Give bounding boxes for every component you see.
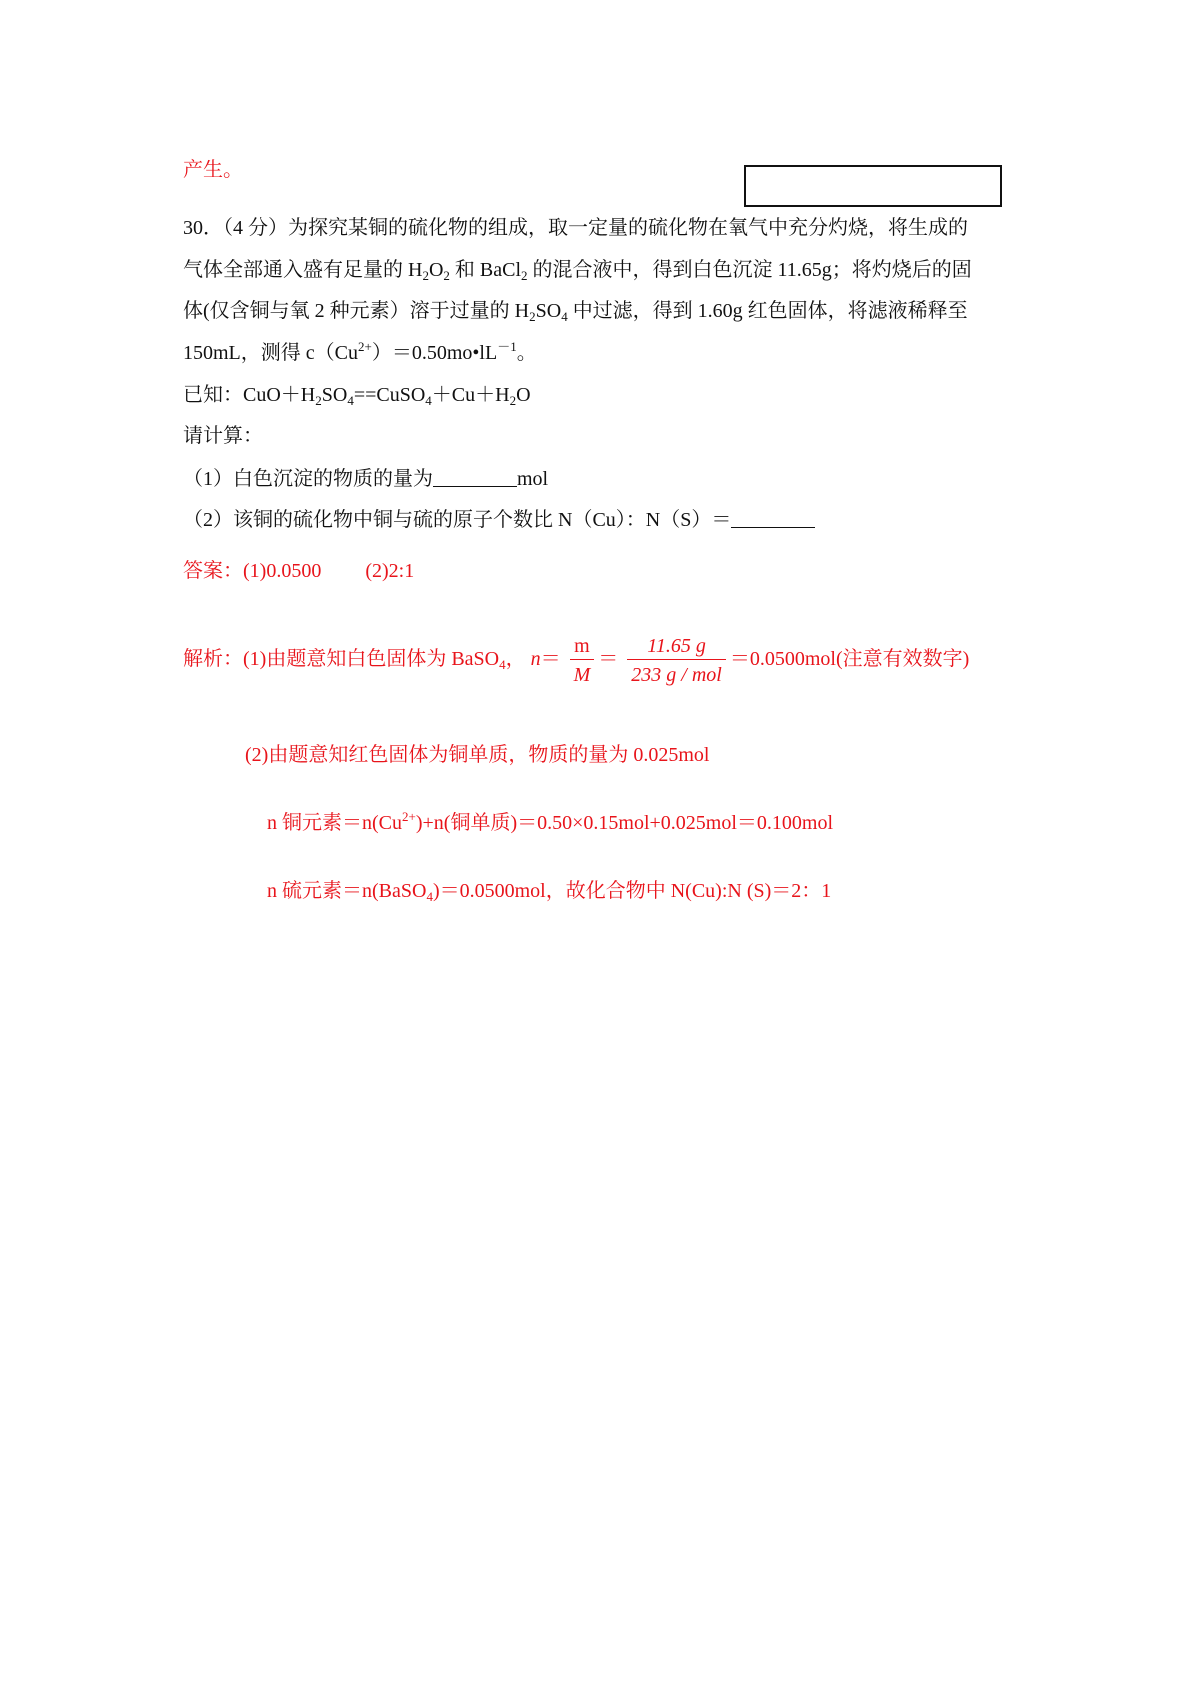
- answer-line: 答案：(1)0.0500 (2)2:1: [183, 560, 415, 582]
- analysis-line-2: (2)由题意知红色固体为铜单质，物质的量为 0.025mol: [245, 744, 710, 766]
- analysis-line-3: n 铜元素$=n(Cu^{2+})+n$(铜单质)＝0.50×0.15mol+0.025mol＝0.100mol: [267, 809, 834, 834]
- fraction-m-over-M: $\frac{m}{M}$: [570, 636, 595, 685]
- question-line-1: 30．（4 分）为探究某铜的硫化物的组成，取一定量的硫化物在氧气中充分灼烧，将生成的: [183, 217, 968, 239]
- calc-prompt: 请计算：: [183, 425, 263, 447]
- fraction-mass-over-molar-mass: $\frac{11.65 g}{\text{233 g / mol}}$: [627, 636, 726, 685]
- question-line-3: 体(仅含铜与氧 2 种元素）溶于过量的 $H_2SO_4$ 中过滤，得到 1.60g 红色固体，将滤液稀释至: [183, 300, 968, 324]
- question-line-4: 150mL，测得 $c(Cu^{2+})=0.50mo•lL^{-1}$。: [183, 339, 537, 364]
- answer-blank-1[interactable]: [433, 468, 517, 487]
- score-box: [744, 165, 1002, 207]
- analysis-line-4: n 硫元素＝n(BaSO$_4$)＝0.0500mol，故化合物中 N(Cu):N (S)＝2：1: [267, 880, 832, 904]
- answer-blank-2[interactable]: [731, 509, 815, 528]
- analysis-line-1: 解析：(1)由题意知白色固体为 BaSO$_4$， n＝ $\frac{m}{M}$ ＝ $\frac{11.65 g}{\text{233 g / mol}}$ ＝0.0500mol(注意有效数字): [183, 635, 970, 686]
- sub-question-1: （1）白色沉淀的物质的量为 mol: [183, 468, 549, 490]
- previous-answer-tail: 产生。: [183, 159, 243, 181]
- question-line-2: 气体全部通入盛有足量的 $H_2O_2$ 和 BaCl$_2$ 的混合液中，得到白色沉淀 11.65g；将灼烧后的固: [183, 259, 972, 283]
- sub-question-2: （2）该铜的硫化物中铜与硫的原子个数比 N（Cu）：N（S）＝: [183, 509, 815, 530]
- known-equation: 已知：$CuO+H_2SO_4==CuSO_4+Cu+H_2O$: [183, 384, 531, 408]
